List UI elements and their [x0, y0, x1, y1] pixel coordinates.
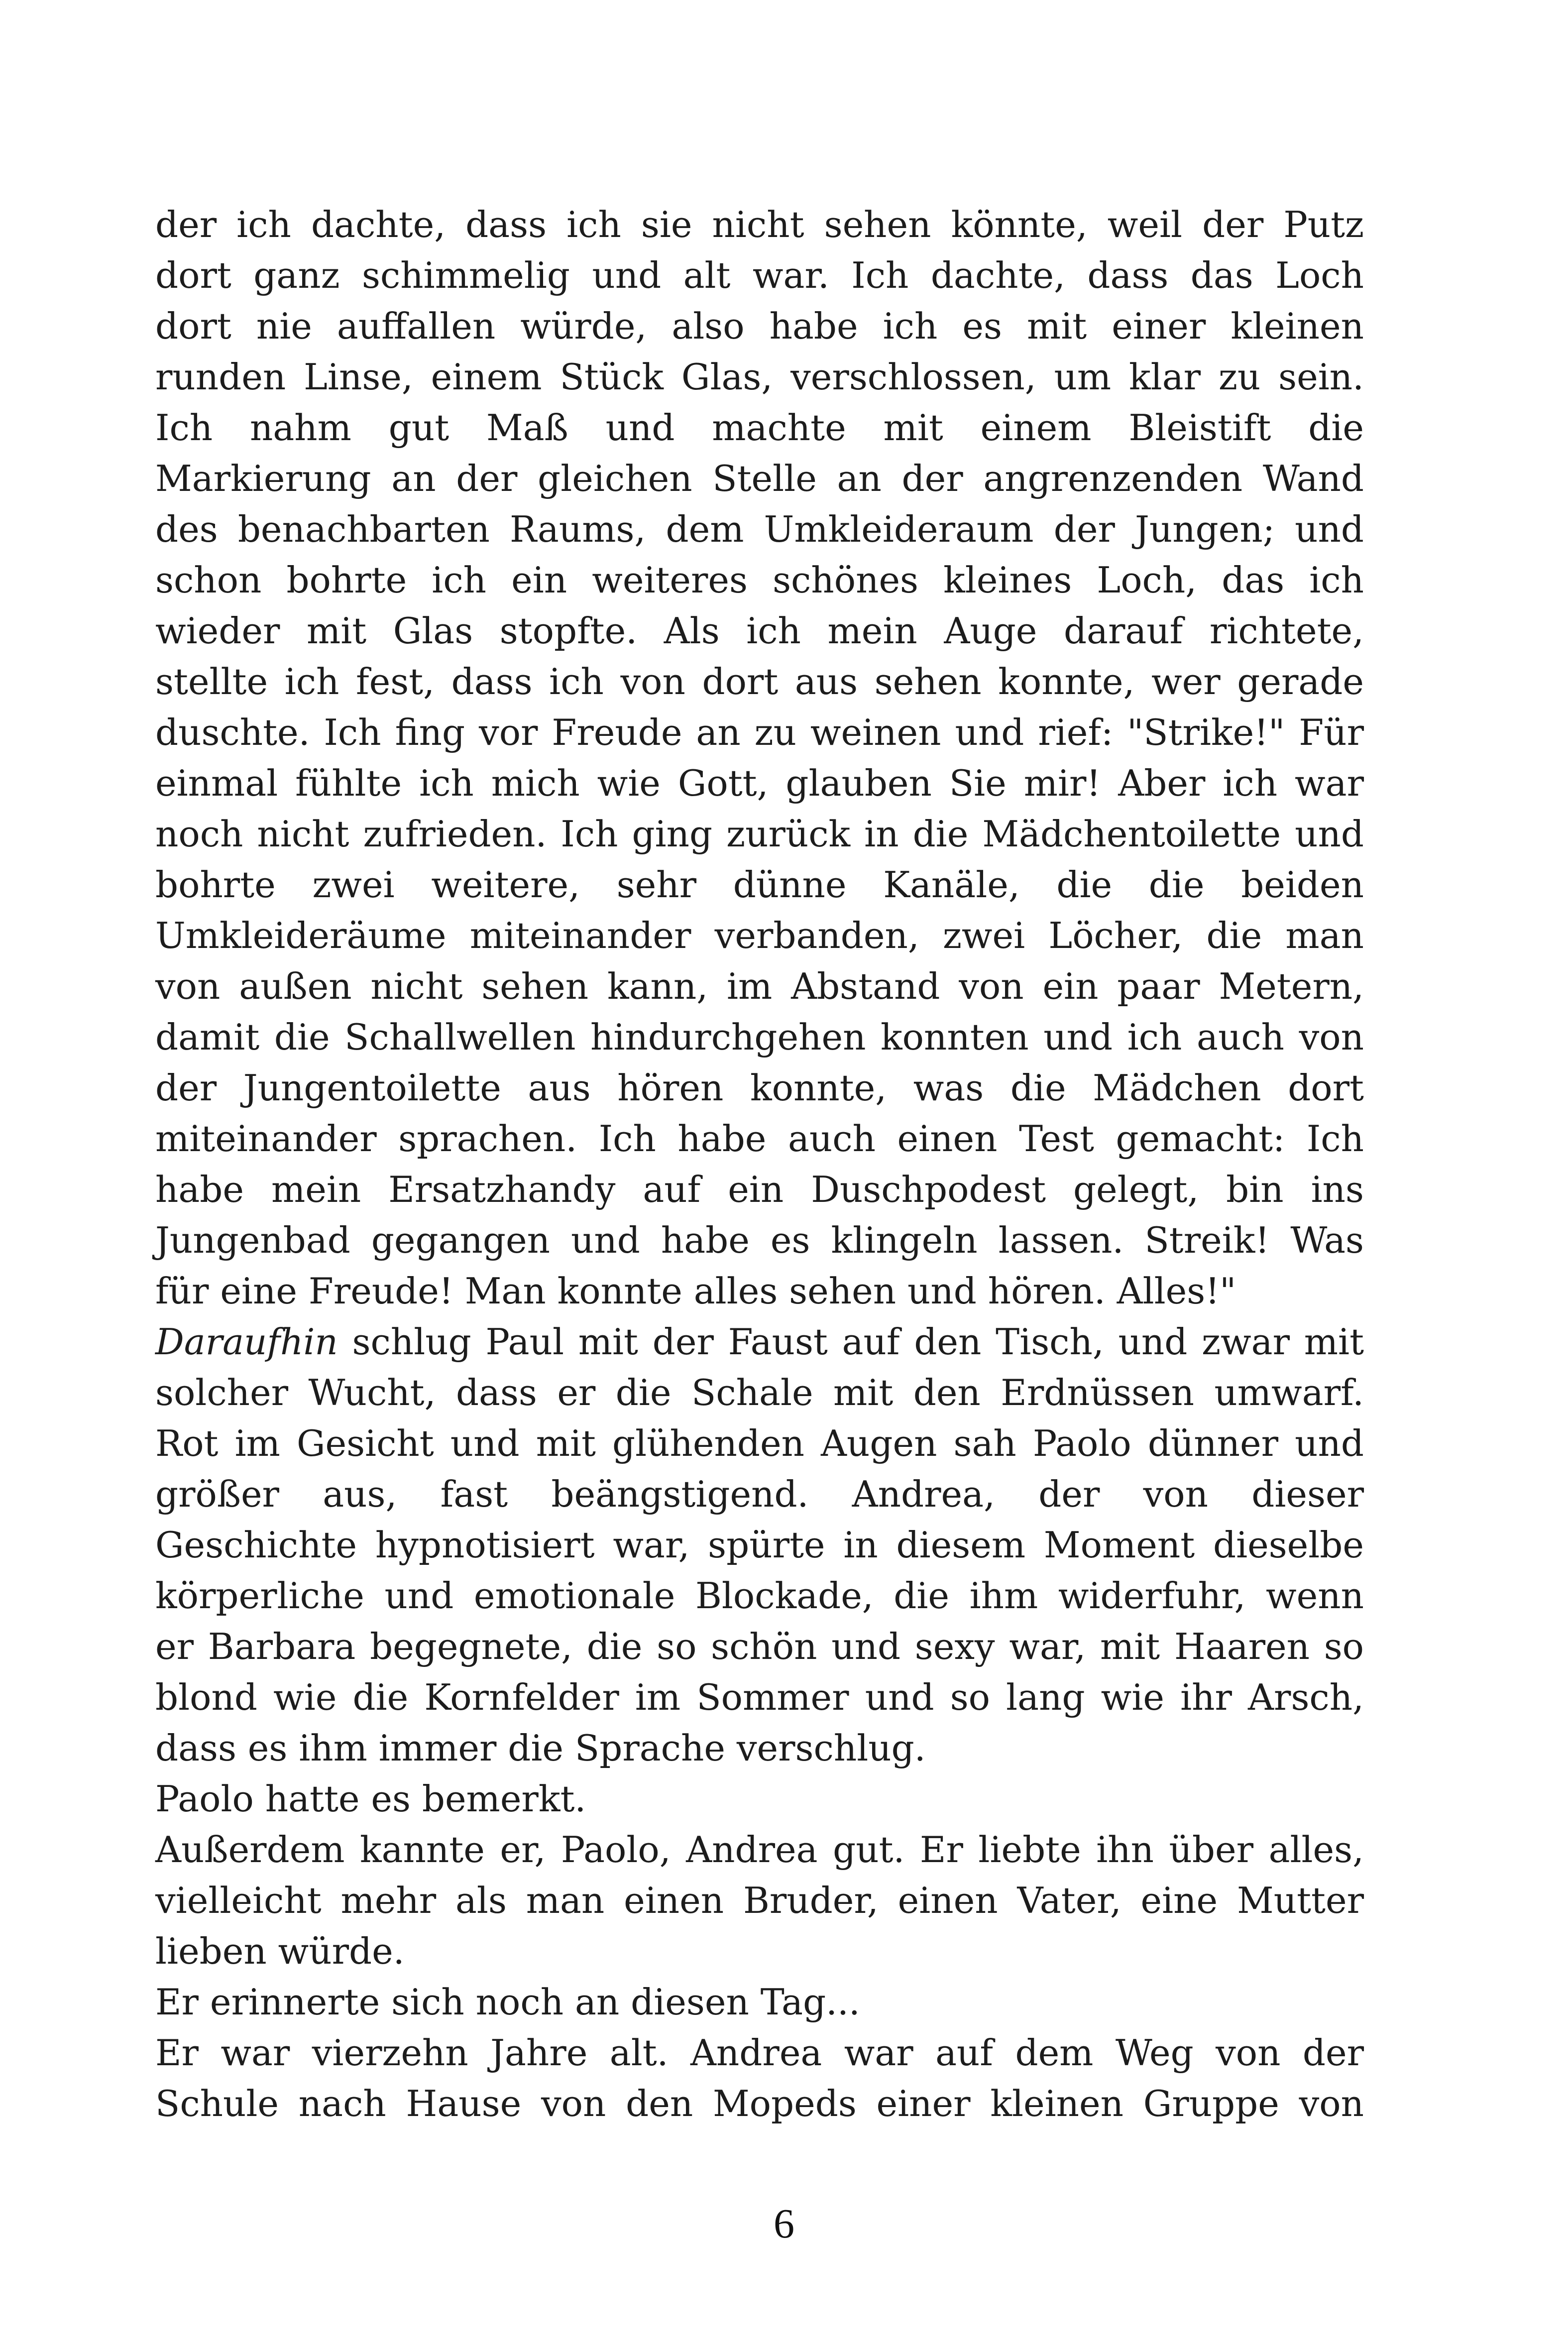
text-line: von außen nicht sehen kann, im Abstand von ein paar Metern,: [155, 965, 1364, 1007]
text-line: habe mein Ersatzhandy auf ein Duschpodest gelegt, bin ins: [155, 1169, 1364, 1210]
text-line: noch nicht zufrieden. Ich ging zurück in die Mädchentoilette und: [155, 813, 1364, 855]
text-line: er Barbara begegnete, die so schön und sexy war, mit Haaren so: [155, 1626, 1364, 1667]
text-line: Er erinnerte sich noch an diesen Tag...: [155, 1981, 860, 2023]
text-line: solcher Wucht, dass er die Schale mit den Erdnüssen umwarf.: [155, 1372, 1364, 1413]
text-line: Schule nach Hause von den Mopeds einer kleinen Gruppe von: [155, 2083, 1364, 2124]
paragraph: [155, 199, 1364, 1316]
text-line: größer aus, fast beängstigend. Andrea, der von dieser: [155, 1473, 1364, 1515]
text-line: vielleicht mehr als man einen Bruder, einen Vater, eine Mutter: [155, 1880, 1364, 1921]
text-line: Umkleideräume miteinander verbanden, zwei Löcher, die man: [155, 915, 1364, 956]
paragraph: [155, 1773, 1364, 1824]
text-line: schon bohrte ich ein weiteres schönes kleines Loch, das ich: [155, 559, 1364, 601]
paragraph: [155, 1824, 1364, 1977]
text-line: miteinander sprachen. Ich habe auch einen Test gemacht: Ich: [155, 1118, 1364, 1160]
italic-word: Daraufhin: [155, 1321, 338, 1363]
text-line: Jungenbad gegangen und habe es klingeln lassen. Streik! Was: [155, 1219, 1364, 1261]
text-line: lieben würde.: [155, 1930, 405, 1972]
text-line: für eine Freude! Man konnte alles sehen und hören. Alles!": [155, 1270, 1236, 1312]
page-number: 6: [774, 2201, 794, 2247]
text-line: Ich nahm gut Maß und machte mit einem Bleistift die: [155, 407, 1364, 449]
text-line: blond wie die Kornfelder im Sommer und so lang wie ihr Arsch,: [155, 1676, 1364, 1718]
text-line: duschte. Ich fing vor Freude an zu weinen und rief: "Strike!" Für: [155, 711, 1364, 753]
text-line: Er war vierzehn Jahre alt. Andrea war auf dem Weg von der: [155, 2032, 1364, 2074]
text-line: der ich dachte, dass ich sie nicht sehen könnte, weil der Putz: [155, 204, 1364, 245]
text-line: Markierung an der gleichen Stelle an der angrenzenden Wand: [155, 458, 1364, 499]
text-span: schlug Paul mit der Faust auf den Tisch, und zwar mit: [337, 1321, 1364, 1363]
text-line: dass es ihm immer die Sprache verschlug.: [155, 1727, 926, 1769]
text-line: körperliche und emotionale Blockade, die ihm widerfuhr, wenn: [155, 1575, 1364, 1617]
text-line: einmal fühlte ich mich wie Gott, glauben Sie mir! Aber ich war: [155, 762, 1364, 804]
text-line: bohrte zwei weitere, sehr dünne Kanäle, die die beiden: [155, 864, 1364, 906]
paragraph: [155, 1977, 1364, 2027]
text-line: wieder mit Glas stopfte. Als ich mein Auge darauf richtete,: [155, 610, 1364, 652]
text-line: stellte ich fest, dass ich von dort aus sehen konnte, wer gerade: [155, 661, 1364, 703]
text-line: Geschichte hypnotisiert war, spürte in diesem Moment dieselbe: [155, 1524, 1364, 1566]
text-line: dort nie auffallen würde, also habe ich es mit einer kleinen: [155, 305, 1364, 347]
body-text: [155, 199, 1364, 2129]
text-line: [155, 1316, 1364, 1367]
paragraph: [155, 1316, 1364, 1773]
text-line: Paolo hatte es bemerkt.: [155, 1778, 586, 1820]
text-line: damit die Schallwellen hindurchgehen konnten und ich auch von: [155, 1016, 1364, 1058]
text-line: Rot im Gesicht und mit glühenden Augen sah Paolo dünner und: [155, 1422, 1364, 1464]
text-line: Außerdem kannte er, Paolo, Andrea gut. Er liebte ihn über alles,: [155, 1829, 1364, 1871]
text-line: der Jungentoilette aus hören konnte, was die Mädchen dort: [155, 1067, 1364, 1109]
text-line: dort ganz schimmelig und alt war. Ich dachte, dass das Loch: [155, 254, 1364, 296]
paragraph: [155, 2027, 1364, 2129]
text-line: runden Linse, einem Stück Glas, verschlossen, um klar zu sein.: [155, 356, 1364, 398]
text-line: des benachbarten Raums, dem Umkleideraum der Jungen; und: [155, 508, 1364, 550]
